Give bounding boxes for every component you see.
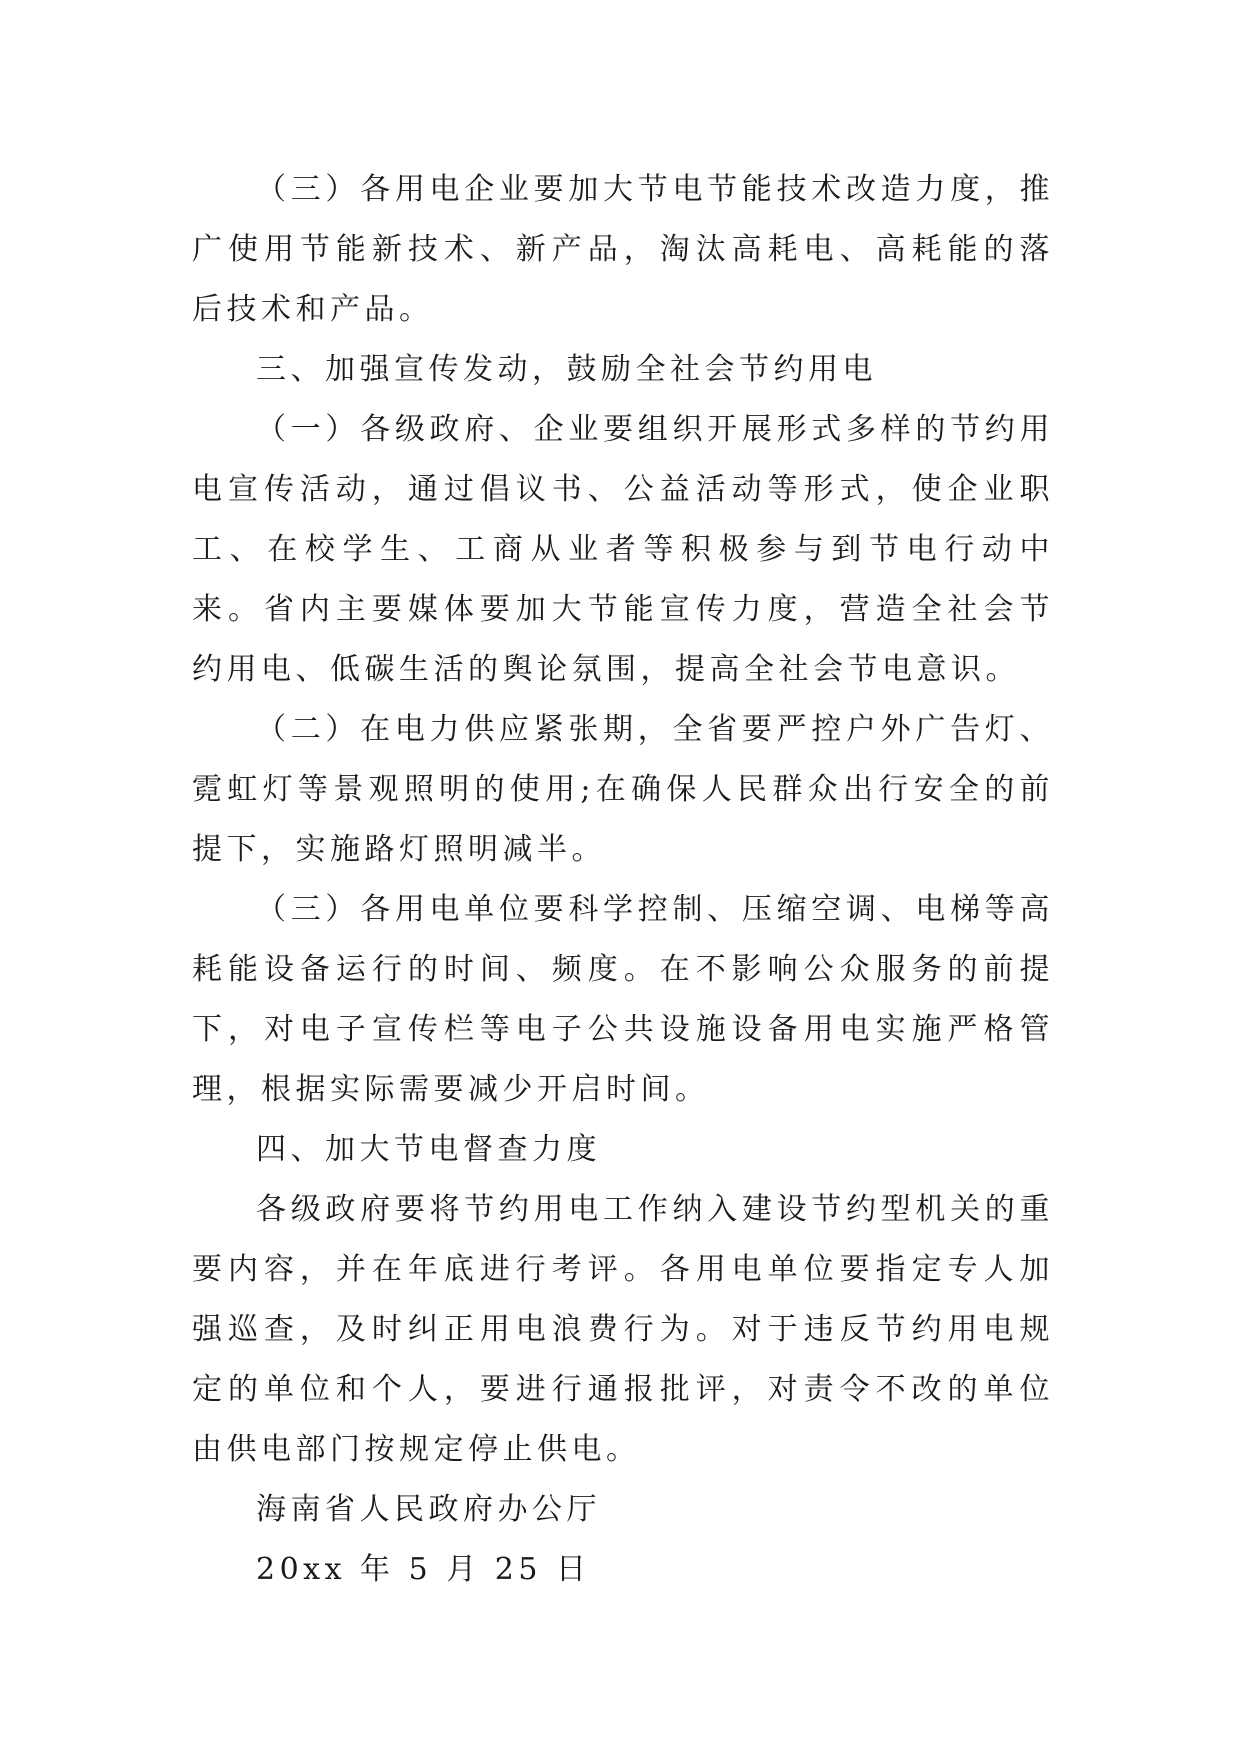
paragraph-3-1: （一）各级政府、企业要组织开展形式多样的节约用电宣传活动，通过倡议书、公益活动等形式，使企业职工、在校学生、工商从业者等积极参与到节电行动中来。省内主要媒体要加大节能宣传力度，营造全社会节约用电、低碳生活的舆论氛围，提高全社会节电意识。 <box>192 412 1054 687</box>
document-body <box>192 160 1054 1600</box>
paragraph-2-3: （三）各用电企业要加大节电节能技术改造力度，推广使用节能新技术、新产品，淘汰高耗电、高耗能的落后技术和产品。 <box>192 172 1054 327</box>
issuer-name: 海南省人民政府办公厅 <box>256 1492 601 1527</box>
issue-date: 20xx 年 5 月 25 日 <box>256 1552 591 1587</box>
paragraph-4-1: 各级政府要将节约用电工作纳入建设节约型机关的重要内容，并在年底进行考评。各用电单位要指定专人加强巡查，及时纠正用电浪费行为。对于违反节约用电规定的单位和个人，要进行通报批评，对责令不改的单位由供电部门按规定停止供电。 <box>192 1192 1054 1467</box>
paragraph-3-2: （二）在电力供应紧张期，全省要严控户外广告灯、霓虹灯等景观照明的使用;在确保人民群众出行安全的前提下，实施路灯照明减半。 <box>192 712 1054 867</box>
paragraph-3-3: （三）各用电单位要科学控制、压缩空调、电梯等高耗能设备运行的时间、频度。在不影响公众服务的前提下，对电子宣传栏等电子公共设施设备用电实施严格管理，根据实际需要减少开启时间。 <box>192 892 1054 1107</box>
section-heading-3: 三、加强宣传发动，鼓励全社会节约用电 <box>256 352 877 387</box>
section-heading-4: 四、加大节电督查力度 <box>256 1132 601 1167</box>
